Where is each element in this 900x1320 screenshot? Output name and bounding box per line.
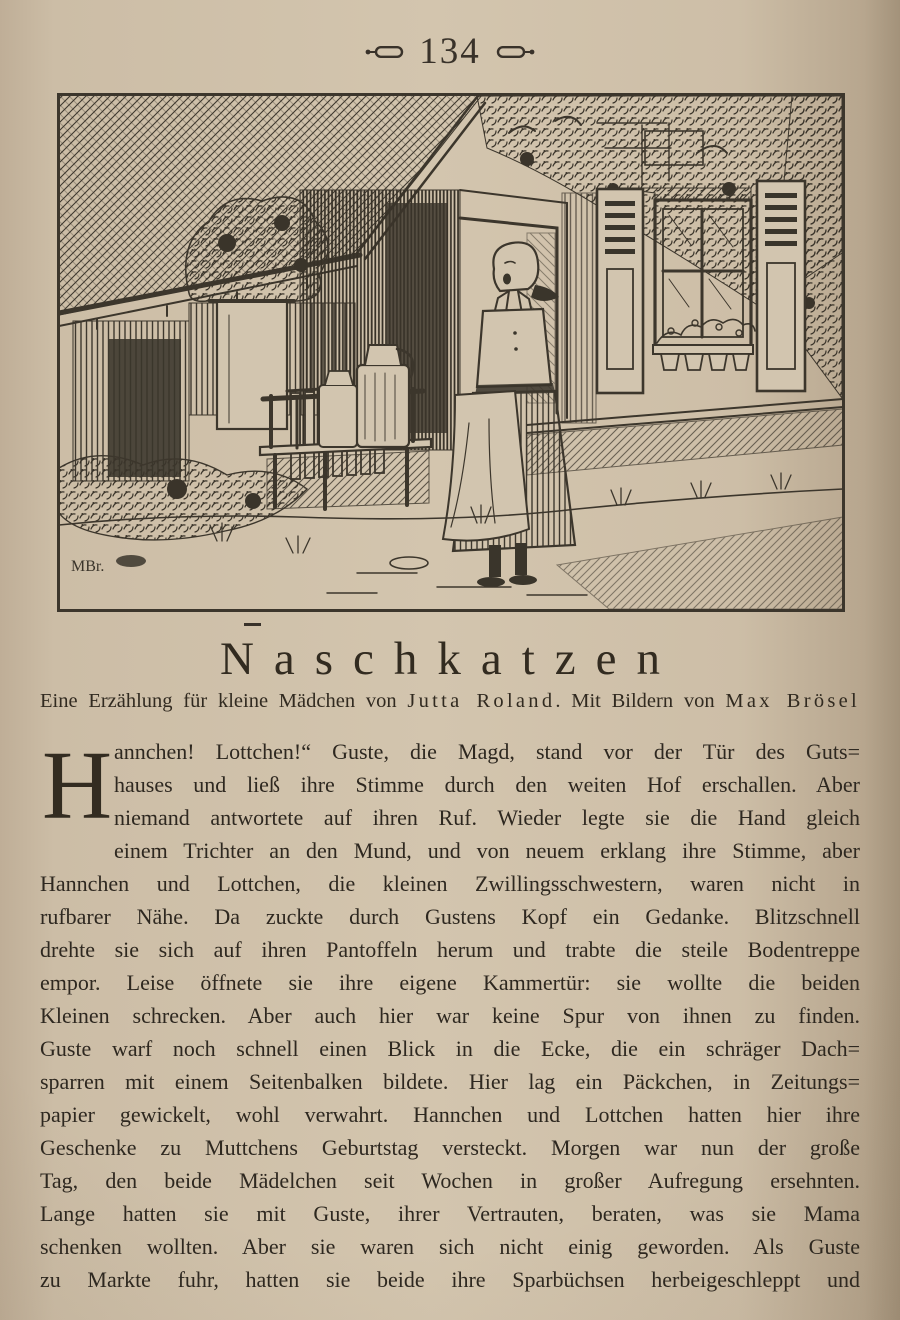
body-line: drehte sie sich auf ihren Pantoffeln herum und trabte die steile Bodentreppe [40, 937, 860, 962]
body-line: empor. Leise öffnete sie ihre eigene Kammertür: sie wollte die beiden [40, 970, 860, 995]
subtitle-prefix: Eine Erzählung für kleine Mädchen von [40, 690, 408, 712]
body-line: schenken wollten. Aber sie waren sich nicht einig geworden. Als Guste [40, 1234, 860, 1259]
author-name: Jutta Roland [407, 690, 556, 712]
body-line: Lange hatten sie mit Guste, ihrer Vertrauten, beraten, was sie Mama [40, 1201, 860, 1226]
print-artifact-mark [244, 623, 261, 626]
body-line: hauses und ließ ihre Stimme durch den weiten Hof erschallen. Aber [114, 772, 860, 797]
body-line: niemand antwortete auf ihren Ruf. Wieder legte sie die Hand gleich [114, 805, 860, 830]
body-line: rufbarer Nähe. Da zuckte durch Gustens Kopf ein Gedanke. Blitzschnell [40, 904, 860, 929]
story-subtitle [40, 690, 860, 713]
body-line: zu Markte fuhr, hatten sie beide ihre Sparbüchsen herbeigeschleppt und [40, 1267, 860, 1292]
story-title: Naschkatzen [219, 633, 681, 685]
body-line: Tag, den beide Mädelchen seit Wochen in großer Aufregung ersehnten. [40, 1168, 860, 1193]
drop-cap: H [42, 732, 113, 839]
body-line: Geschenke zu Muttchens Geburtstag versteckt. Morgen war nun der große [40, 1135, 860, 1160]
right-shutter [757, 181, 805, 391]
artist-signature: MBr. [71, 558, 105, 575]
woman-figure [443, 242, 575, 587]
subtitle-mid: . Mit Bildern von [555, 690, 726, 712]
body-line: Guste warf noch schnell einen Blick in die Ecke, die ein schräger Dach= [40, 1036, 860, 1061]
flower-box [653, 319, 755, 370]
ornament-right-icon [495, 44, 537, 60]
left-shutter [597, 189, 643, 393]
body-line: Kleinen schrecken. Aber auch hier war keine Spur von ihnen zu finden. [40, 1003, 860, 1028]
story-illustration [57, 93, 845, 612]
page-number: 134 [419, 31, 481, 72]
story-body [40, 732, 860, 1296]
body-line: annchen! Lottchen!“ Guste, die Magd, stand vor der Tür des Guts= [114, 739, 860, 764]
page-header [0, 30, 900, 73]
body-line: sparren mit einem Seitenbalken bildete. Hier lag ein Päckchen, in Zeitungs= [40, 1069, 860, 1094]
body-line: einem Trichter an den Mund, und von neuem erklang ihre Stimme, aber [114, 838, 860, 863]
body-line: papier gewickelt, wohl verwahrt. Hannchen und Lottchen hatten hier ihre [40, 1102, 860, 1127]
body-line: Hannchen und Lottchen, die kleinen Zwillingsschwestern, waren nicht in [40, 871, 860, 896]
illustrator-name: Max Brösel [725, 690, 861, 712]
ornament-left-icon [363, 44, 405, 60]
gate-post [210, 301, 294, 429]
